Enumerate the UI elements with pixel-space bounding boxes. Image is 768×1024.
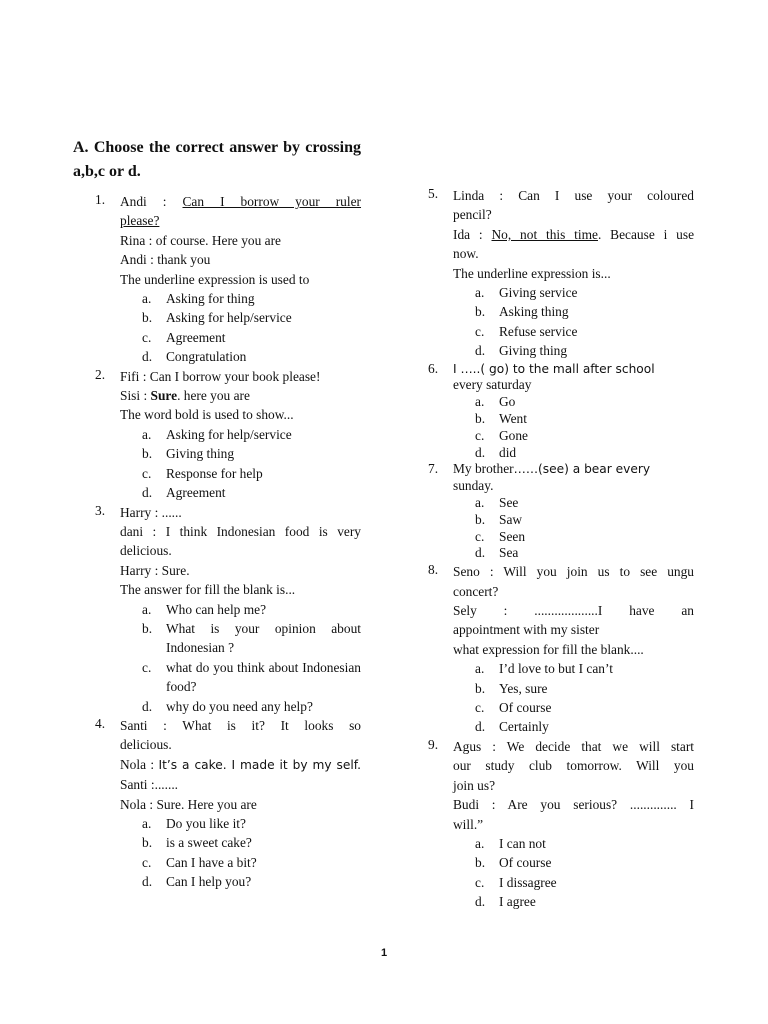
answer-options bbox=[453, 495, 694, 562]
answer-option[interactable] bbox=[120, 600, 361, 619]
answer-option[interactable] bbox=[453, 445, 694, 462]
answer-option[interactable] bbox=[453, 717, 694, 736]
question-number: 4. bbox=[95, 715, 106, 731]
question-text: Sely : ...................I have an bbox=[453, 603, 694, 619]
option-letter: a. bbox=[142, 291, 152, 307]
question-text: Agus : We decide that we will start bbox=[453, 738, 694, 754]
answer-option[interactable] bbox=[453, 834, 694, 853]
question-text: The underline expression is used to bbox=[120, 271, 310, 287]
option-text: Seen bbox=[499, 528, 526, 544]
option-letter: d. bbox=[475, 894, 486, 910]
question-8 bbox=[428, 562, 694, 737]
answer-options bbox=[120, 425, 361, 503]
question-text: The answer for fill the blank is... bbox=[120, 582, 296, 598]
question-number: 7. bbox=[428, 461, 439, 477]
question-text: I …..( go) to the mall after school bbox=[453, 361, 655, 376]
question-text: appointment with my sister bbox=[453, 622, 600, 638]
question-text: concert? bbox=[453, 583, 499, 599]
option-letter: a. bbox=[142, 601, 152, 617]
option-text: Response for help bbox=[166, 465, 263, 481]
answer-option[interactable] bbox=[453, 495, 694, 512]
option-letter: d. bbox=[142, 698, 153, 714]
option-text: Went bbox=[499, 411, 527, 427]
option-text: Certainly bbox=[499, 719, 549, 735]
option-text: Of course bbox=[499, 700, 552, 716]
option-letter: b. bbox=[142, 620, 153, 636]
answer-option[interactable] bbox=[120, 853, 361, 872]
answer-option[interactable] bbox=[453, 659, 694, 678]
question-text: Rina : of course. Here you are bbox=[120, 232, 281, 248]
answer-options bbox=[120, 600, 361, 716]
option-letter: d. bbox=[475, 343, 486, 359]
question-text: Budi : Are you serious? .............. I bbox=[453, 797, 694, 813]
question-number: 2. bbox=[95, 366, 106, 382]
question-text: Andi : Can I borrow your ruler bbox=[120, 194, 362, 209]
answer-option[interactable] bbox=[453, 545, 694, 562]
option-letter: d. bbox=[142, 485, 153, 501]
option-letter: a. bbox=[142, 426, 152, 442]
question-text: Seno : Will you join us to see ungu bbox=[453, 564, 694, 580]
option-text: Do you like it? bbox=[166, 816, 246, 831]
answer-option[interactable] bbox=[453, 341, 694, 360]
question-2 bbox=[95, 367, 361, 503]
option-letter: a. bbox=[475, 835, 485, 851]
option-letter: a. bbox=[475, 495, 485, 511]
option-text: Gone bbox=[499, 427, 529, 443]
question-text: Ida : No, not this time. Because i use bbox=[453, 226, 695, 242]
option-letter: c. bbox=[142, 659, 152, 675]
option-letter: b. bbox=[475, 411, 486, 427]
option-text: What is your opinion about Indonesian ? bbox=[166, 620, 361, 656]
question-text: delicious. bbox=[120, 543, 172, 559]
question-number: 9. bbox=[428, 736, 439, 752]
answer-option[interactable] bbox=[120, 833, 361, 852]
option-text: Saw bbox=[499, 511, 523, 527]
answer-option[interactable] bbox=[453, 679, 694, 698]
option-letter: c. bbox=[475, 528, 485, 544]
question-3 bbox=[95, 503, 361, 716]
option-letter: a. bbox=[475, 661, 485, 677]
question-text: Andi : thank you bbox=[120, 252, 211, 268]
question-text: Nola : It’s a cake. I made it by my self. bbox=[120, 756, 361, 772]
answer-option[interactable] bbox=[453, 394, 694, 411]
option-letter: b. bbox=[475, 304, 486, 320]
answer-option[interactable] bbox=[120, 328, 361, 347]
option-text: Can I help you? bbox=[166, 874, 252, 890]
option-letter: c. bbox=[142, 465, 152, 481]
option-text: did bbox=[499, 444, 517, 460]
answer-options bbox=[120, 289, 361, 367]
option-letter: d. bbox=[142, 874, 153, 890]
option-text: Of course bbox=[499, 855, 552, 871]
question-5 bbox=[428, 186, 694, 361]
question-text: pencil? bbox=[453, 207, 492, 223]
option-letter: c. bbox=[142, 854, 152, 870]
option-text: Sea bbox=[499, 545, 519, 561]
question-9 bbox=[428, 737, 694, 912]
question-text: now. bbox=[453, 246, 479, 262]
option-letter: b. bbox=[475, 511, 486, 527]
option-text: Agreement bbox=[166, 485, 226, 501]
question-text: Harry : ...... bbox=[120, 504, 182, 520]
question-text: Harry : Sure. bbox=[120, 562, 190, 578]
question-text: join us? bbox=[453, 777, 496, 793]
question-text: Linda : Can I use your coloured bbox=[453, 188, 694, 203]
option-letter: c. bbox=[475, 874, 485, 890]
option-text: I’d love to but I can’t bbox=[499, 661, 613, 677]
answer-option[interactable] bbox=[453, 428, 694, 445]
question-text: Sisi : Sure. here you are bbox=[120, 388, 250, 404]
answer-option[interactable] bbox=[120, 483, 361, 502]
option-text: I agree bbox=[499, 894, 536, 910]
question-number: 8. bbox=[428, 562, 439, 578]
option-letter: d. bbox=[475, 444, 486, 460]
right-column bbox=[428, 186, 694, 912]
answer-option[interactable] bbox=[453, 302, 694, 321]
question-text: sunday. bbox=[453, 478, 494, 494]
answer-option[interactable] bbox=[120, 619, 361, 658]
option-letter: a. bbox=[142, 816, 152, 831]
option-text: Refuse service bbox=[499, 323, 578, 339]
option-text: what do you think about Indonesian food? bbox=[166, 659, 361, 695]
option-letter: c. bbox=[475, 700, 485, 716]
answer-options bbox=[453, 394, 694, 461]
answer-option[interactable] bbox=[120, 464, 361, 483]
answer-option[interactable] bbox=[120, 347, 361, 366]
option-text: Asking thing bbox=[499, 304, 569, 320]
question-6 bbox=[428, 361, 694, 462]
question-number: 1. bbox=[95, 192, 106, 207]
answer-option[interactable] bbox=[453, 411, 694, 428]
option-text: Can I have a bit? bbox=[166, 854, 257, 870]
question-text: The underline expression is... bbox=[453, 265, 611, 281]
option-letter: d. bbox=[475, 545, 486, 561]
question-text: My brother……(see) a bear every bbox=[453, 461, 651, 477]
option-text: Who can help me? bbox=[166, 601, 267, 617]
question-text: Santi :....... bbox=[120, 777, 179, 793]
option-letter: b. bbox=[142, 446, 153, 462]
option-letter: c. bbox=[475, 323, 485, 339]
option-text: Asking for help/service bbox=[166, 426, 292, 442]
answer-option[interactable] bbox=[453, 873, 694, 892]
question-text: delicious. bbox=[120, 737, 172, 753]
option-text: See bbox=[499, 495, 519, 511]
question-text: will.” bbox=[453, 816, 484, 832]
answer-option[interactable] bbox=[120, 814, 361, 833]
question-text: The word bold is used to show... bbox=[120, 407, 294, 423]
option-text: I dissagree bbox=[499, 874, 557, 890]
answer-options bbox=[453, 283, 694, 361]
answer-option[interactable] bbox=[120, 444, 361, 463]
option-text: why do you need any help? bbox=[166, 698, 313, 714]
option-letter: c. bbox=[475, 427, 485, 443]
option-letter: b. bbox=[142, 835, 153, 851]
question-number: 3. bbox=[95, 502, 106, 518]
question-text: Santi : What is it? It looks so bbox=[120, 717, 361, 733]
answer-option[interactable] bbox=[120, 872, 361, 891]
option-text: Go bbox=[499, 394, 516, 410]
option-letter: b. bbox=[475, 855, 486, 871]
answer-option[interactable] bbox=[120, 425, 361, 444]
option-text: Agreement bbox=[166, 329, 226, 345]
option-letter: d. bbox=[142, 349, 153, 365]
answer-options bbox=[453, 659, 694, 737]
option-letter: b. bbox=[475, 680, 486, 696]
question-text: what expression for fill the blank.... bbox=[453, 641, 644, 657]
question-1 bbox=[95, 192, 361, 367]
answer-options bbox=[453, 834, 694, 912]
answer-option[interactable] bbox=[120, 289, 361, 308]
option-letter: c. bbox=[142, 329, 152, 345]
option-text: Asking for thing bbox=[166, 291, 255, 307]
answer-option[interactable] bbox=[453, 698, 694, 717]
answer-option[interactable] bbox=[453, 853, 694, 872]
question-text: please? bbox=[120, 213, 160, 229]
option-text: Giving thing bbox=[166, 446, 235, 462]
option-letter: a. bbox=[475, 285, 485, 301]
option-letter: a. bbox=[475, 394, 485, 410]
answer-option[interactable] bbox=[453, 529, 694, 546]
question-text: every saturday bbox=[453, 377, 532, 393]
question-number: 6. bbox=[428, 360, 439, 376]
answer-option[interactable] bbox=[453, 512, 694, 529]
answer-option[interactable] bbox=[453, 283, 694, 302]
question-text: dani : I think Indonesian food is very bbox=[120, 523, 361, 539]
question-text: Nola : Sure. Here you are bbox=[120, 796, 257, 812]
page-number: 1 bbox=[380, 947, 388, 959]
answer-option[interactable] bbox=[453, 322, 694, 341]
option-letter: d. bbox=[475, 719, 486, 735]
option-text: is a sweet cake? bbox=[166, 835, 252, 851]
left-column bbox=[95, 192, 361, 892]
option-letter: b. bbox=[142, 310, 153, 326]
option-text: Giving thing bbox=[499, 343, 568, 359]
question-7 bbox=[428, 461, 694, 562]
option-text: Yes, sure bbox=[499, 680, 548, 696]
answer-option[interactable] bbox=[120, 308, 361, 327]
option-text: Giving service bbox=[499, 285, 578, 301]
question-4 bbox=[95, 716, 361, 892]
answer-option[interactable] bbox=[453, 892, 694, 911]
option-text: Asking for help/service bbox=[166, 310, 292, 326]
option-text: Congratulation bbox=[166, 349, 247, 365]
answer-options bbox=[120, 814, 361, 892]
question-text: Fifi : Can I borrow your book please! bbox=[120, 368, 321, 384]
option-text: I can not bbox=[499, 835, 546, 851]
answer-option[interactable] bbox=[120, 658, 361, 697]
answer-option[interactable] bbox=[120, 697, 361, 716]
question-number: 5. bbox=[428, 186, 439, 201]
question-text: our study club tomorrow. Will you bbox=[453, 758, 694, 774]
section-heading: A. Choose the correct answer by crossing a,b,c or d. bbox=[73, 139, 361, 180]
